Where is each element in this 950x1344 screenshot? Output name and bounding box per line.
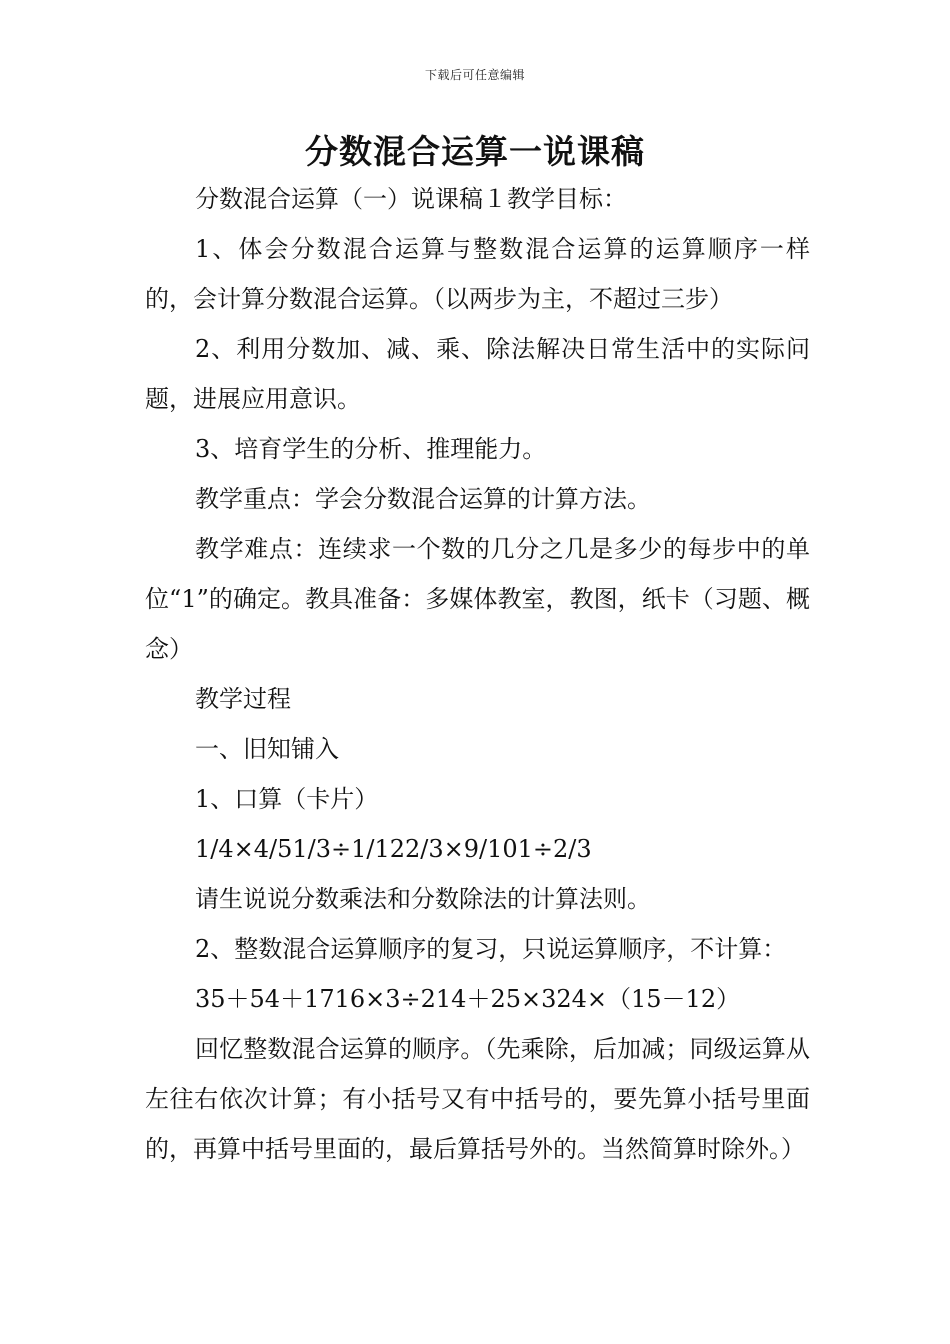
paragraph-recall-order: 回忆整数混合运算的顺序。（先乘除，后加减；同级运算从左往右依次计算；有小括号又有中括号的，要先算小括号里面的，再算中括号里面的，最后算括号外的。当然简算时除外。） [145,1035,810,1163]
paragraph-review: 2、整数混合运算顺序的复习，只说运算顺序，不计算： [195,935,787,963]
paragraph-objectives-heading: 分数混合运算（一）说课稿１教学目标： [195,185,627,213]
paragraph-objective-1: 1、体会分数混合运算与整数混合运算的运算顺序一样的，会计算分数混合运算。（以两步为主，不超过三步） [145,235,810,313]
paragraph-process-heading: 教学过程 [195,685,291,713]
paragraph-difficulty: 教学难点：连续求一个数的几分之几是多少的每步中的单位“1”的确定。教具准备：多媒体教室，教图，纸卡（习题、概念） [145,535,810,663]
paragraph-section-1: 一、旧知铺入 [195,735,339,763]
header-note: 下载后可任意编辑 [424,68,525,82]
document-title: 分数混合运算一说课稿 [305,132,645,171]
paragraph-key-point: 教学重点：学会分数混合运算的计算方法。 [195,485,651,513]
paragraph-expressions-2: 35＋54＋1716×3÷214＋25×324×（15－12） [195,985,741,1013]
paragraph-objective-3: 3、培育学生的分析、推理能力。 [195,435,547,463]
paragraph-expressions-1: 1/4×4/51/3÷1/122/3×9/101÷2/3 [195,835,592,863]
paragraph-oral-calc: 1、口算（卡片） [195,785,379,813]
document-body [145,174,810,1174]
paragraph-objective-2: 2、利用分数加、减、乘、除法解决日常生活中的实际问题，进展应用意识。 [145,335,810,413]
paragraph-rules-prompt: 请生说说分数乘法和分数除法的计算法则。 [195,885,651,913]
